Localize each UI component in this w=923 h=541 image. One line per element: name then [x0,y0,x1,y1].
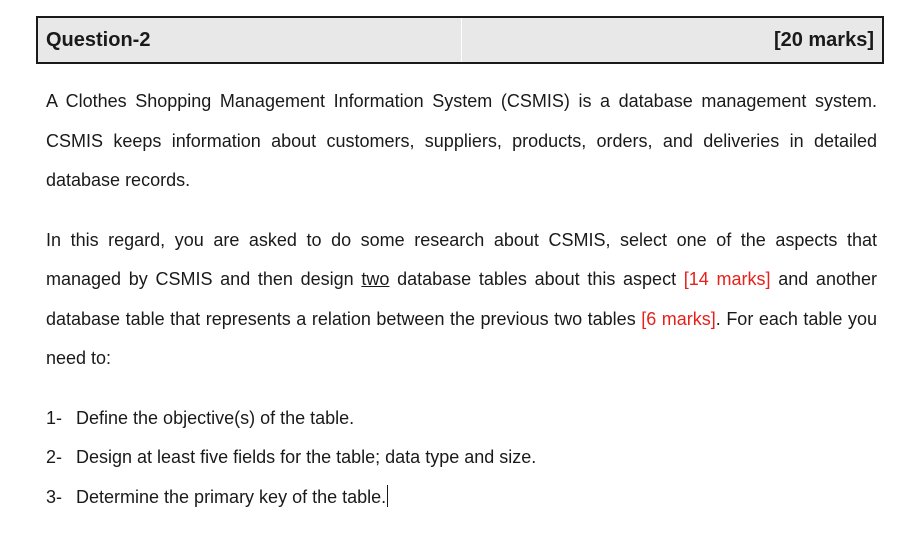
task-text-2: database tables about this aspect [389,269,684,289]
list-text: Define the objective(s) of the table. [76,407,355,428]
list-item [46,478,877,518]
list-number: 2- [46,447,63,467]
underlined-two: two [361,269,390,289]
marks-6: [6 marks] [641,308,716,329]
list-text: Design at least five fields for the table; data type and size. [76,447,537,467]
list-item [46,399,877,439]
text-cursor [387,485,388,507]
task-text-1: In this regard, you are asked to do some research about CSMIS, select one of the aspects that managed by CSMIS and then design [46,229,877,289]
requirements-list [46,399,877,518]
question-marks: [20 marks] [773,28,874,51]
task-text-3: and another database table that represents a relation between the previous two tables [46,269,877,329]
question-header [36,16,884,64]
task-text-4: . For each table you need to: [46,308,877,368]
task-paragraph [46,221,877,379]
marks-14: [14 marks] [683,269,771,289]
intro-paragraph: A Clothes Shopping Management Information System (CSMIS) is a database management system. CSMIS keeps information about customers, suppliers, products, orders, and deliveries in detailed database records. [46,91,877,190]
list-text: Determine the primary key of the table. [76,486,387,507]
list-item [46,438,877,478]
question-title: Question-2 [38,18,462,62]
list-number: 1- [46,407,63,428]
list-number: 3- [46,486,63,507]
question-body [46,82,877,517]
